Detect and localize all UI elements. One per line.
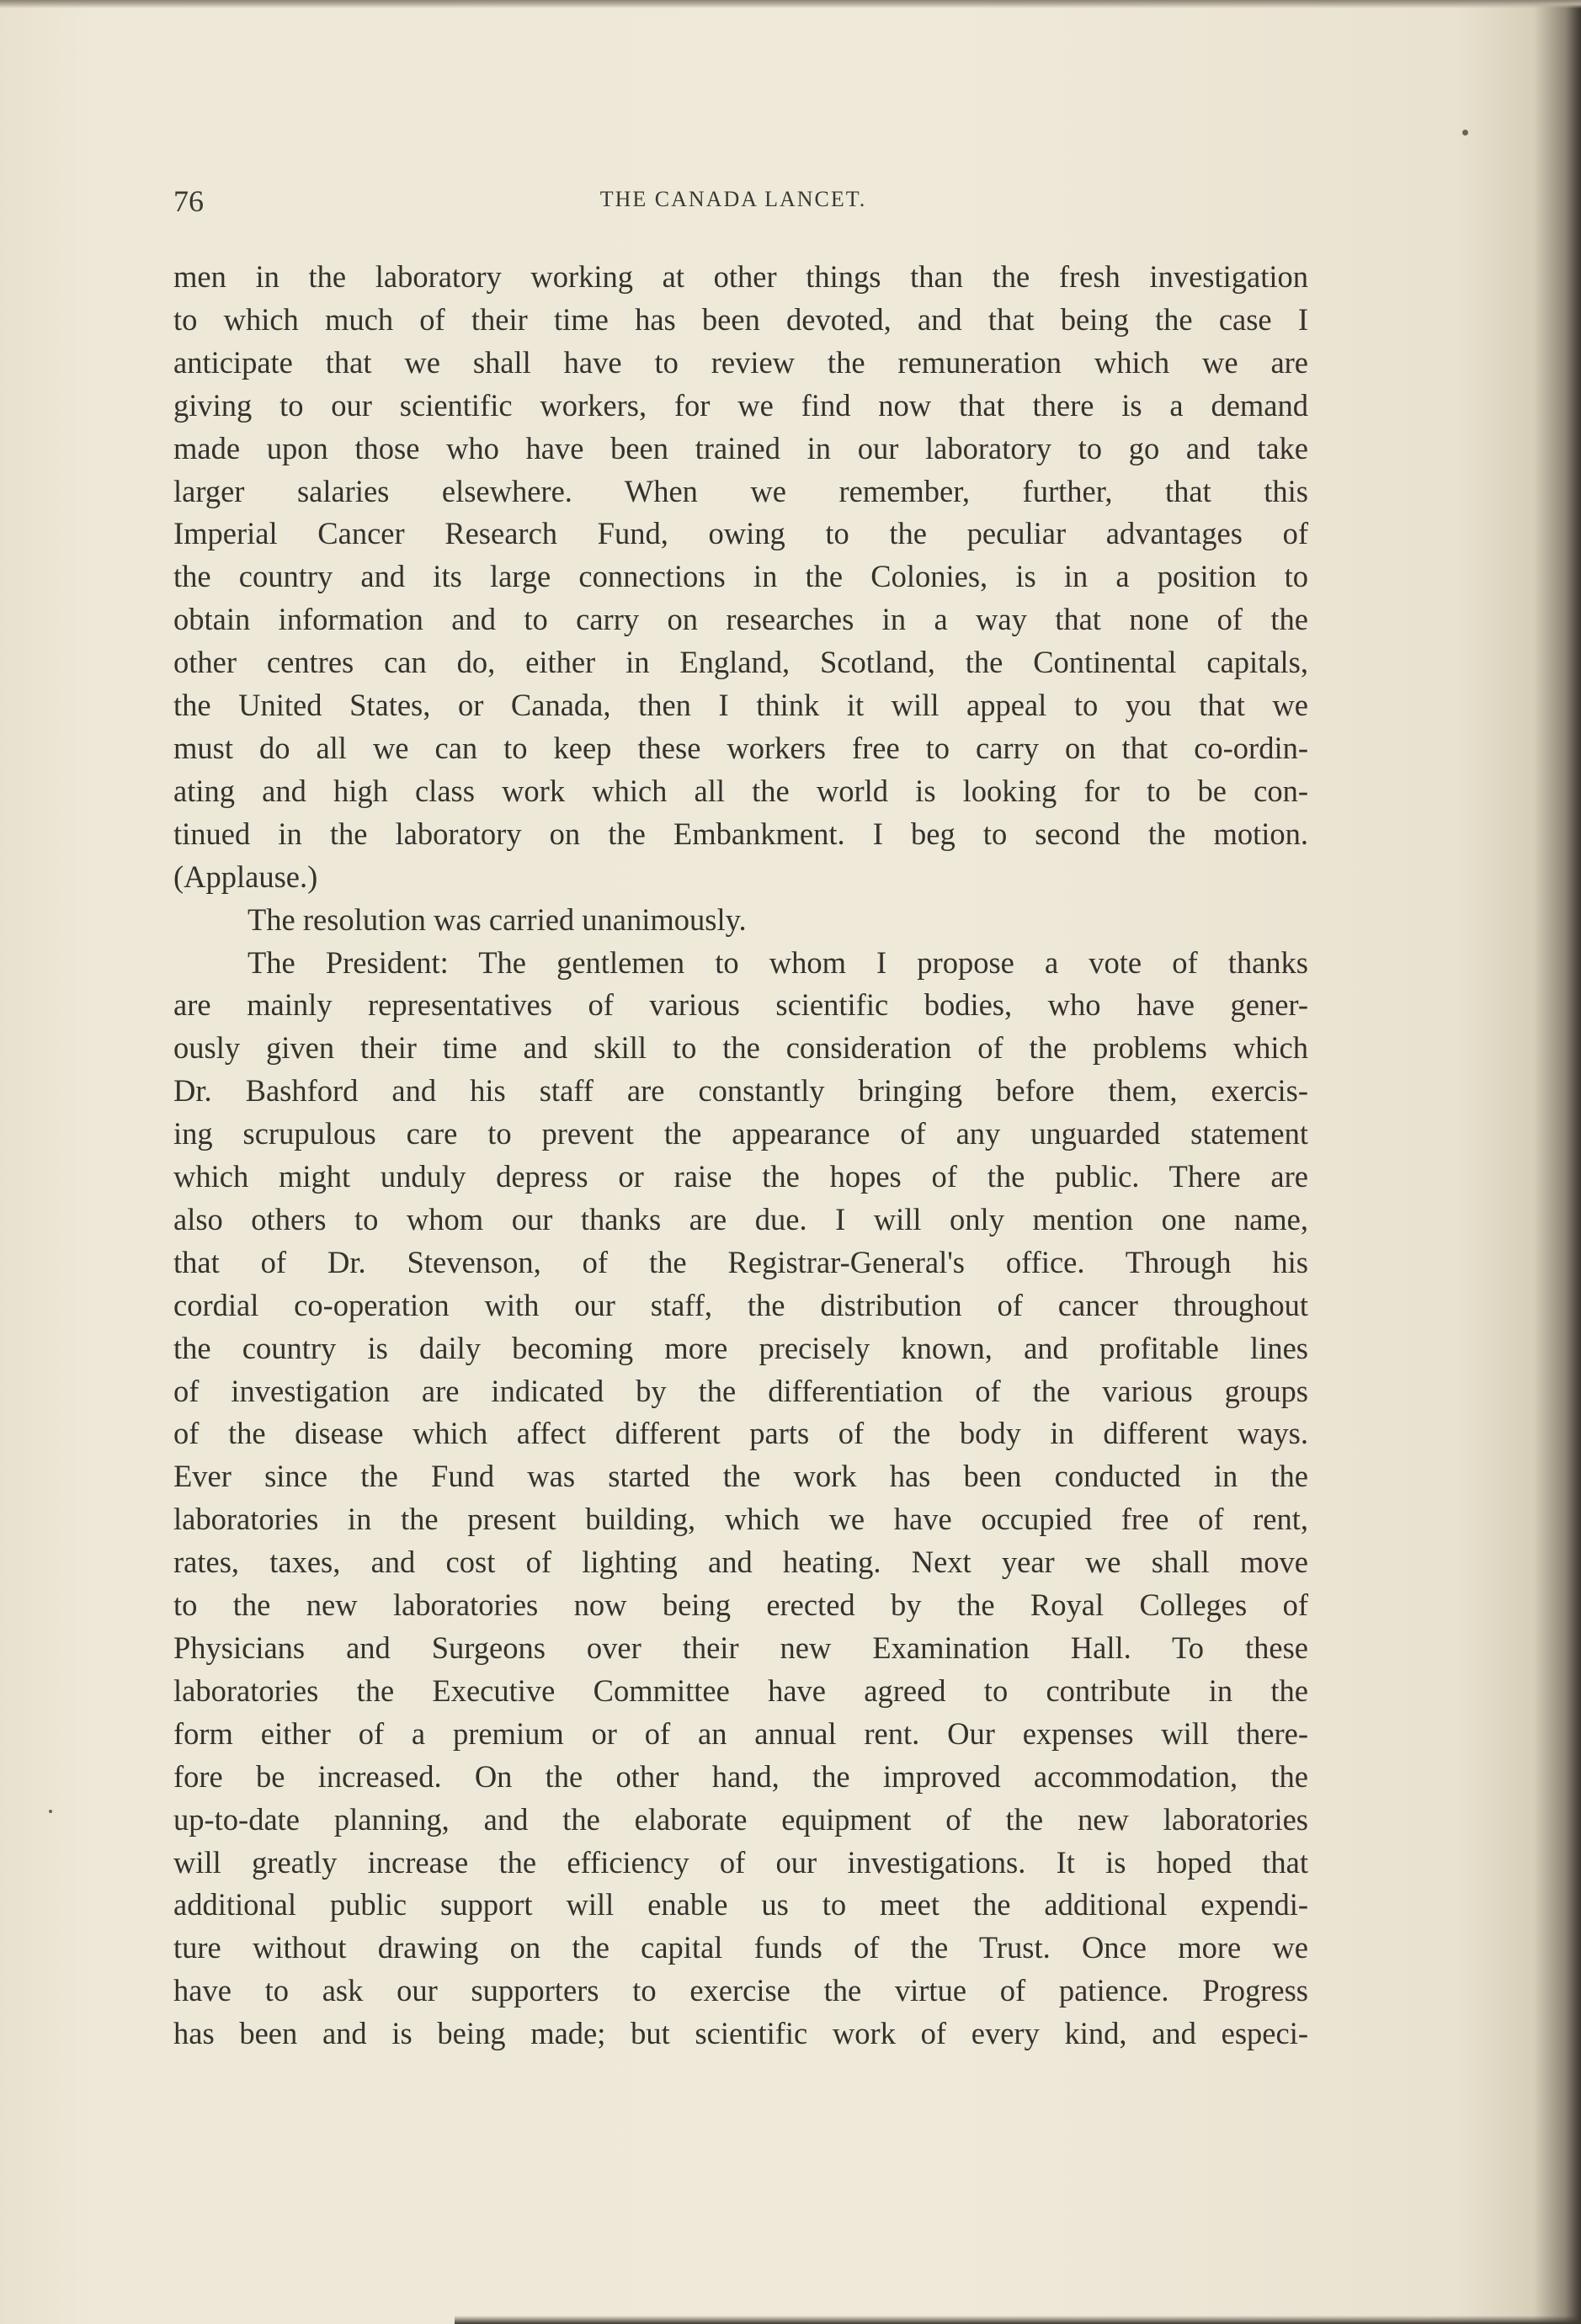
text-line: rates, taxes, and cost of lighting and heating. Next year we shall move: [173, 1545, 1308, 1580]
text-line: the country and its large connections in the Colonies, is in a position to: [173, 559, 1308, 594]
text-line: tinued in the laboratory on the Embankment. I beg to second the motion.: [173, 816, 1308, 851]
paragraph-first-line: The President: The gentlemen to whom I propose a vote of thanks: [248, 944, 1308, 980]
text-line: fore be increased. On the other hand, the improved accommodation, the: [173, 1758, 1308, 1794]
running-head: [0, 187, 1581, 212]
text-line: (Applause.): [173, 859, 318, 894]
text-line: other centres can do, either in England, Scotland, the Continental capitals,: [173, 645, 1308, 680]
text-line: Physicians and Surgeons over their new Examination Hall. To these: [173, 1630, 1308, 1665]
text-line: will greatly increase the efficiency of our investigations. It is hoped that: [173, 1844, 1308, 1880]
text-line: of the disease which affect different parts of the body in different ways.: [173, 1416, 1308, 1451]
text-line: larger salaries elsewhere. When we remember, further, that this: [173, 473, 1308, 508]
text-line: that of Dr. Stevenson, of the Registrar-General's office. Through his: [173, 1244, 1308, 1279]
text-line: Imperial Cancer Research Fund, owing to the peculiar advantages of: [173, 516, 1308, 551]
text-line: form either of a premium or of an annual rent. Our expenses will there-: [173, 1715, 1308, 1751]
text-line: the country is daily becoming more precisely known, and profitable lines: [173, 1330, 1308, 1365]
page-bottom-edge: [455, 2316, 1581, 2324]
text-line: made upon those who have been trained in our laboratory to go and take: [173, 430, 1308, 465]
text-line: ture without drawing on the capital funds of the Trust. Once more we: [173, 1930, 1308, 1965]
text-line: also others to whom our thanks are due. I will only mention one name,: [173, 1201, 1308, 1236]
text-line: laboratories the Executive Committee have agreed to contribute in the: [173, 1673, 1308, 1708]
text-line: anticipate that we shall have to review the remuneration which we are: [173, 344, 1308, 380]
text-line: Dr. Bashford and his staff are constantly bringing before them, exercis-: [173, 1073, 1308, 1109]
text-line: ously given their time and skill to the consideration of the problems which: [173, 1030, 1308, 1066]
page-number: 76: [173, 184, 204, 218]
text-line: ating and high class work which all the world is looking for to be con-: [173, 773, 1308, 808]
page-top-edge: [0, 0, 1581, 8]
text-line: cordial co-operation with our staff, the distribution of cancer throughout: [173, 1287, 1308, 1322]
text-line: obtain information and to carry on researches in a way that none of the: [173, 602, 1308, 637]
text-line: which might unduly depress or raise the hopes of the public. There are: [173, 1159, 1308, 1194]
text-line: up-to-date planning, and the elaborate equipment of the new laboratories: [173, 1801, 1308, 1837]
text-line: to which much of their time has been devoted, and that being the case I: [173, 301, 1308, 337]
text-line: to the new laboratories now being erected by the Royal Colleges of: [173, 1587, 1308, 1623]
text-line: additional public support will enable us to meet the additional expendi-: [173, 1887, 1308, 1922]
paragraph-first-line: The resolution was carried unanimously.: [248, 901, 747, 937]
running-head-text: THE CANADA LANCET.: [599, 187, 867, 211]
text-line: must do all we can to keep these workers free to carry on that co-ordin-: [173, 730, 1308, 765]
text-line: men in the laboratory working at other things than the fresh investigation: [173, 259, 1308, 294]
text-line: has been and is being made; but scientific work of every kind, and especi-: [173, 2016, 1308, 2051]
ink-speck: [1462, 130, 1468, 136]
text-line: have to ask our supporters to exercise the virtue of patience. Progress: [173, 1973, 1308, 2008]
text-line: giving to our scientific workers, for we find now that there is a demand: [173, 387, 1308, 423]
text-line: are mainly representatives of various scientific bodies, who have gener-: [173, 987, 1308, 1023]
text-line: of investigation are indicated by the differentiation of the various groups: [173, 1373, 1308, 1408]
text-line: the United States, or Canada, then I think it will appeal to you that we: [173, 688, 1308, 723]
ink-speck: [49, 1810, 52, 1813]
text-line: ing scrupulous care to prevent the appearance of any unguarded statement: [173, 1116, 1308, 1151]
body-text: [173, 256, 1308, 2055]
text-line: Ever since the Fund was started the work has been conducted in the: [173, 1459, 1308, 1494]
text-line: laboratories in the present building, which we have occupied free of rent,: [173, 1502, 1308, 1537]
